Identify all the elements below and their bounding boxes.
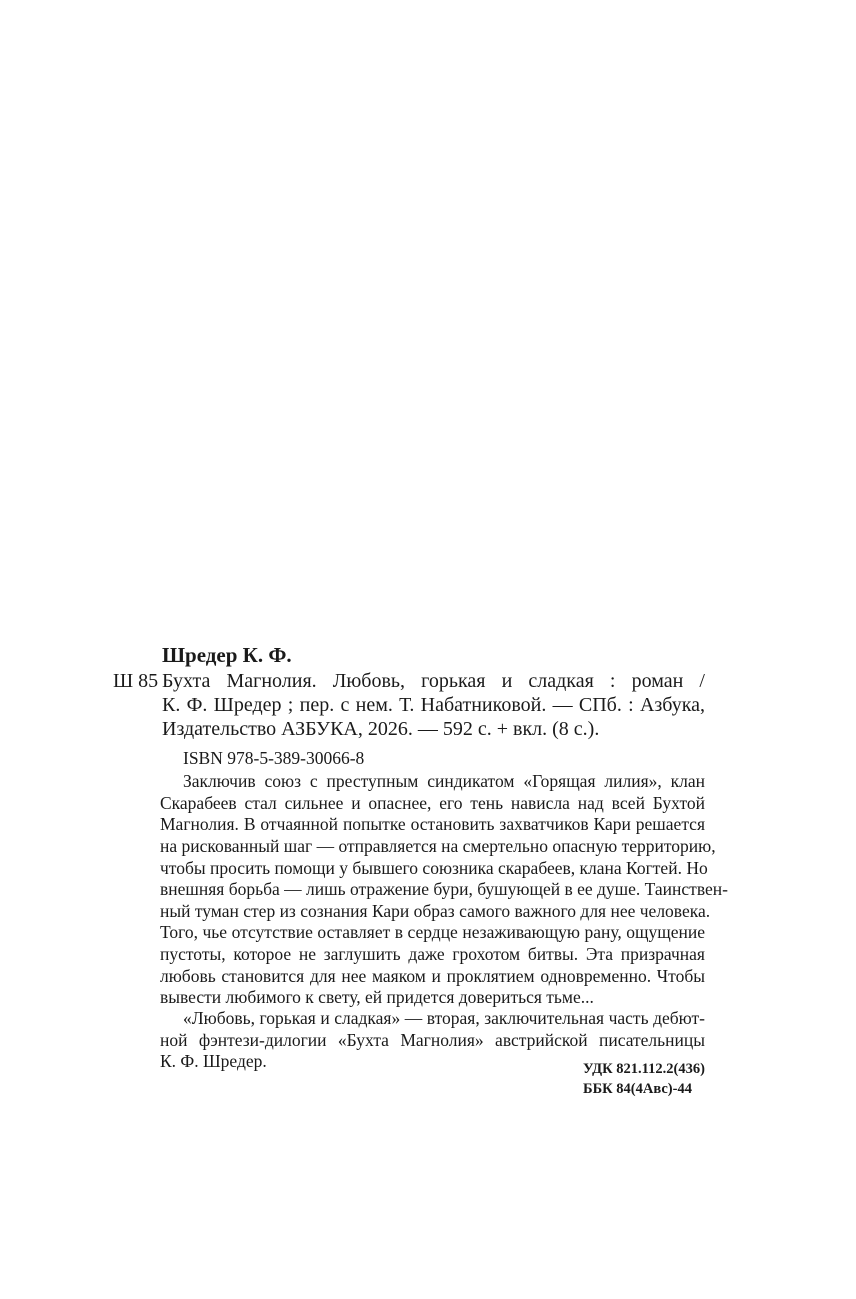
annotation-line: пустоты, которое не заглушить даже грохотом битвы. Эта призрачная bbox=[160, 944, 705, 964]
author-heading: Шредер К. Ф. bbox=[162, 643, 292, 667]
annotation-line: Заключив союз с преступным синдикатом «Горящая лилия», клан bbox=[183, 771, 705, 791]
annotation-line: чтобы просить помощи у бывшего союзника скарабеев, клана Когтей. Но bbox=[160, 858, 708, 878]
annotation-line: внешняя борьба — лишь отражение бури, бушующей в ее душе. Таинствен- bbox=[160, 879, 728, 899]
annotation-line: на рискованный шаг — отправляется на смертельно опасную территорию, bbox=[160, 836, 716, 856]
annotation-line: ный туман стер из сознания Кари образ самого важного для нее человека. bbox=[160, 901, 711, 921]
library-code: Ш 85 bbox=[113, 670, 159, 692]
note-line: «Любовь, горькая и сладкая» — вторая, заключительная часть дебют- bbox=[183, 1008, 705, 1028]
bbk-index: ББК 84(4Авс)-44 bbox=[583, 1081, 692, 1097]
annotation-line: Магнолия. В отчаянной попытке остановить захватчиков Кари решается bbox=[160, 814, 705, 834]
annotation-line: Скарабеев стал сильнее и опаснее, его тень нависла над всей Бухтой bbox=[160, 793, 705, 813]
annotation-line: любовь становится для нее маяком и проклятием одновременно. Чтобы bbox=[160, 966, 705, 986]
annotation-line: Того, чье отсутствие оставляет в сердце незаживающую рану, ощущение bbox=[160, 922, 705, 942]
udk-index: УДК 821.112.2(436) bbox=[583, 1061, 705, 1077]
annotation-line: вывести любимого к свету, ей придется довериться тьме... bbox=[160, 987, 594, 1007]
bibliographic-line: К. Ф. Шредер ; пер. с нем. Т. Набатниковой. — СПб. : Азбука, bbox=[162, 694, 705, 716]
note-line: ной фэнтези-дилогии «Бухта Магнолия» австрийской писательницы bbox=[160, 1030, 705, 1050]
isbn: ISBN 978-5-389-30066-8 bbox=[183, 748, 365, 768]
bibliographic-line: Бухта Магнолия. Любовь, горькая и сладкая : роман / bbox=[162, 670, 705, 692]
note-line: К. Ф. Шредер. bbox=[160, 1051, 267, 1071]
bibliographic-line: Издательство АЗБУКА, 2026. — 592 с. + вкл. (8 с.). bbox=[162, 718, 600, 740]
